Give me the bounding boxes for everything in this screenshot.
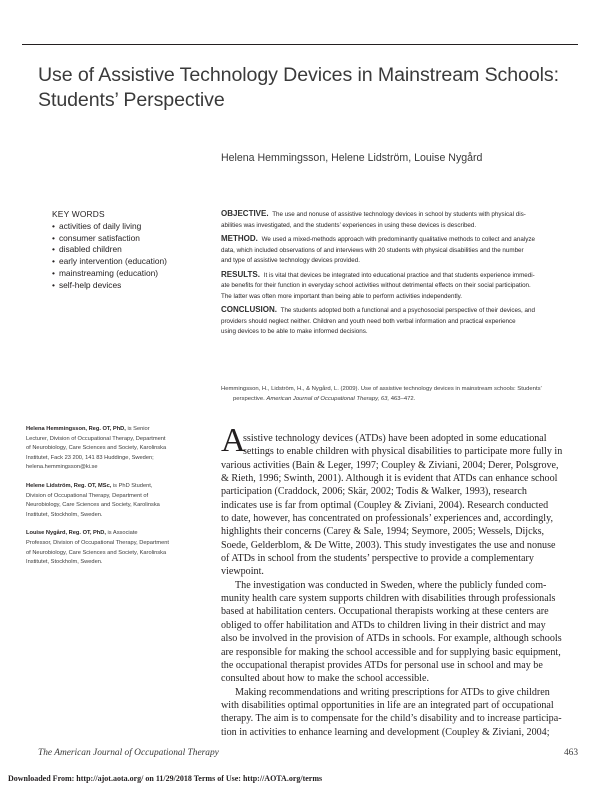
body-line: consulted about how to make the school accessible. <box>221 673 429 685</box>
citation-pages: 463–472. <box>390 396 416 402</box>
author-bio <box>26 425 206 473</box>
bio-line: Institutet, Stockholm, Sweden. <box>26 511 103 518</box>
bio-line: Neurobiology, Care Sciences and Society, Karolinska <box>26 502 160 509</box>
body-line: with disabilities optimal opportunities in life are an integrated part of occupational <box>221 699 554 711</box>
body-line: The investigation was conducted in Sweden, where the publicly funded com- <box>235 579 547 591</box>
body-line: various activities (Bain & Leger, 1997; Coupley & Ziviani, 2004; Derer, Polsgrove, <box>221 459 559 471</box>
body-line: ssistive technology devices (ATDs) have been adopted in some educational <box>243 433 547 444</box>
abstract-line: providers should neglect neither. Children and youth need both verbal information and practical experience <box>221 317 516 325</box>
citation-pre: perspective. <box>233 396 265 402</box>
objective-label: OBJECTIVE. <box>221 209 269 218</box>
abstract-line: The latter was often more important than being able to perform activities independently. <box>221 292 462 300</box>
download-notice: Downloaded From: http://ajot.aota.org/ on 11/29/2018 Terms of Use: http://AOTA.org/terms <box>8 774 323 783</box>
author-list: Helena Hemmingsson, Helene Lidström, Louise Nygård <box>221 152 483 164</box>
bio-line: of Neurobiology, Care Sciences and Society, Karolinska <box>26 549 167 556</box>
results-label: RESULTS. <box>221 269 260 279</box>
abstract-line: and type of assistive technology devices provided. <box>221 257 360 264</box>
abstract <box>221 209 577 341</box>
bio-name: Helena Hemmingsson, Reg. OT, PhD, <box>26 426 126 432</box>
footer-journal: The American Journal of Occupational Therapy <box>38 748 219 758</box>
body-text <box>221 432 579 739</box>
body-line: & Rieth, 1996; Swinth, 2001). Although it is evident that ATDs can enhance school <box>221 473 558 485</box>
abstract-line: It is vital that devices be integrated into educational practice and that students experience immedi- <box>263 271 535 279</box>
bio-line: is Associate <box>107 530 138 537</box>
body-line: also be involved in the provision of ATDs in schools. For example, although schools <box>221 633 562 645</box>
body-line: Making recommendations and writing prescriptions for ATDs to give children <box>235 686 550 698</box>
keyword-item: • early intervention (education) <box>52 256 212 268</box>
article-title <box>38 63 578 113</box>
body-line: viewpoint. <box>221 566 264 578</box>
drop-cap: A <box>221 422 246 459</box>
citation-journal: American Journal of Occupational Therapy, 63, <box>266 396 390 402</box>
body-line: Soede, Gelderblom, & De Witte, 2003). This study investigates the use and nonuse <box>221 539 556 551</box>
abstract-line: The use and nonuse of assistive technology devices in school by students with physical dis- <box>272 211 526 218</box>
author-bios <box>26 425 206 577</box>
page-number: 463 <box>563 748 578 758</box>
body-line: the occupational therapist provides ATDs for personal use in school and may be <box>221 659 543 671</box>
keywords-block <box>52 209 212 292</box>
citation-line-1: Hemmingsson, H., Lidström, H., & Nygård, L. (2009). Use of assistive technology devices in mainstream schools: Students’ <box>221 386 542 392</box>
bio-line: Lecturer, Division of Occupational Therapy, Department <box>26 435 166 442</box>
bio-line: is Senior <box>127 426 150 432</box>
conclusion-label: CONCLUSION. <box>221 305 277 314</box>
abstract-line: The students adopted both a functional and a psychosocial perspective of their devices, and <box>280 307 535 314</box>
abstract-results <box>221 270 577 303</box>
body-line: highlights their concerns (Carey & Sale, 1994; Seymore, 2005; Wessels, Dijcks, <box>221 526 545 538</box>
method-label: METHOD. <box>221 234 258 243</box>
citation <box>221 384 577 404</box>
bio-line: Division of Occupational Therapy, Department of <box>26 492 149 499</box>
author-bio <box>26 529 206 567</box>
keyword-item: • activities of daily living <box>52 221 212 233</box>
abstract-line: We used a mixed-methods approach with predominantly qualitative methods to collect and analyze <box>261 236 535 243</box>
body-line: to date, however, has concentrated on professionals’ experiences and, accordingly, <box>221 513 553 525</box>
title-line-1: Use of Assistive Technology Devices in Mainstream Schools: <box>38 64 559 86</box>
author-bio <box>26 482 206 520</box>
keyword-item: • consumer satisfaction <box>52 233 212 245</box>
body-line: based at habilitation centers. Occupational therapists working at these centers are <box>221 606 549 618</box>
body-line: of ATDs in school from the students’ perspective to provide a complementary <box>221 553 534 565</box>
body-line: obliged to offer habilitation and ATDs to children living in their district and may <box>221 619 546 631</box>
bio-line: Professor, Division of Occupational Therapy, Department <box>26 539 169 546</box>
body-line: tion in activities to enhance learning and development (Coupley & Ziviani, 2004; <box>221 726 550 738</box>
bio-name: Helene Lidström, Reg. OT, MSc, <box>26 482 112 489</box>
keywords-heading: KEY WORDS <box>52 209 105 219</box>
bio-line: of Neurobiology, Care Sciences and Society, Karolinska <box>26 445 167 452</box>
keyword-item: • self-help devices <box>52 280 212 292</box>
bio-line: is PhD Student, <box>112 482 153 489</box>
body-line: indicates use is far from optimal (Coupley & Ziviani, 2004). Research conducted <box>221 499 549 511</box>
bio-email: helena.hemmingsson@ki.se <box>26 464 98 471</box>
body-line: are responsible for making the school accessible and for supplying basic equipment, <box>221 646 561 658</box>
abstract-line: using devices to be able to make informed decisions. <box>221 328 368 335</box>
bio-line: Institutet, Fack 23 200, 141 83 Huddinge, Sweden; <box>26 454 154 461</box>
body-line: settings to enable children with physical disabilities to participate more fully in <box>243 446 563 458</box>
body-line: therapy. The aim is to compensate for the child’s disability and to increase participa- <box>221 713 562 725</box>
abstract-line: ate benefits for their function in everyday school activities without detrimental effects on their social participation. <box>221 282 531 289</box>
title-line-2: Students’ Perspective <box>38 89 225 111</box>
body-line: munity health care system supports children with disabilities through professionals <box>221 593 556 605</box>
keyword-item: • mainstreaming (education) <box>52 268 212 280</box>
keyword-item: • disabled children <box>52 244 212 256</box>
bio-name: Louise Nygård, Reg. OT, PhD, <box>26 530 106 537</box>
abstract-conclusion <box>221 305 577 338</box>
abstract-method <box>221 234 577 267</box>
body-line: participation (Craddock, 2006; Skär, 2002; Todis & Walker, 1993), research <box>221 486 527 498</box>
keywords-list <box>52 221 212 292</box>
abstract-line: data, which included observations of and interviews with 20 students with physical disabilities and the number <box>221 246 524 254</box>
abstract-line: abilities was investigated, and the students’ experiences in using these devices is described. <box>221 221 477 229</box>
header-rule <box>22 44 578 45</box>
abstract-objective <box>221 209 577 231</box>
bio-line: Institutet, Stockholm, Sweden. <box>26 559 103 566</box>
